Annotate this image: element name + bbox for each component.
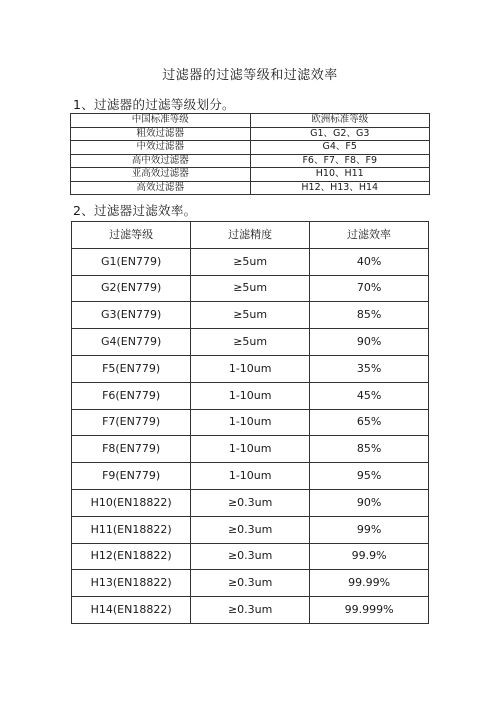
cell-precision: 1-10um <box>191 382 310 409</box>
cell-efficiency: 99% <box>310 516 429 543</box>
cell-grade: F5(EN779) <box>72 355 191 382</box>
cell-china-grade: 高中效过滤器 <box>71 154 251 168</box>
header-china-grade: 中国标准等级 <box>71 114 251 128</box>
cell-grade: F7(EN779) <box>72 409 191 436</box>
cell-precision: ≥5um <box>191 329 310 356</box>
table-row <box>72 355 429 382</box>
cell-efficiency: 85% <box>310 302 429 329</box>
cell-europe-grade: H12、H13、H14 <box>250 181 430 195</box>
table-row <box>72 409 429 436</box>
cell-precision: ≥5um <box>191 302 310 329</box>
table-row <box>71 168 430 182</box>
table-row <box>72 543 429 570</box>
cell-grade: G1(EN779) <box>72 248 191 275</box>
cell-precision: ≥5um <box>191 275 310 302</box>
section-2-heading: 2、过滤器过滤效率。 <box>73 203 197 218</box>
table-row <box>71 181 430 195</box>
cell-precision: ≥0.3um <box>191 489 310 516</box>
cell-europe-grade: G4、F5 <box>250 141 430 155</box>
table-row <box>72 597 429 624</box>
filter-grade-table <box>70 113 430 195</box>
cell-efficiency: 85% <box>310 436 429 463</box>
cell-efficiency: 40% <box>310 248 429 275</box>
table-row <box>71 154 430 168</box>
cell-precision: ≥0.3um <box>191 597 310 624</box>
cell-efficiency: 65% <box>310 409 429 436</box>
cell-precision: ≥0.3um <box>191 516 310 543</box>
cell-grade: F9(EN779) <box>72 463 191 490</box>
table-header-row <box>72 222 429 249</box>
cell-efficiency: 45% <box>310 382 429 409</box>
cell-china-grade: 粗效过滤器 <box>71 127 251 141</box>
table-row <box>72 436 429 463</box>
table-row <box>72 382 429 409</box>
cell-europe-grade: G1、G2、G3 <box>250 127 430 141</box>
header-filter-grade: 过滤等级 <box>72 222 191 249</box>
cell-efficiency: 90% <box>310 329 429 356</box>
cell-grade: H13(EN18822) <box>72 570 191 597</box>
table-row <box>72 570 429 597</box>
cell-grade: H12(EN18822) <box>72 543 191 570</box>
cell-efficiency: 99.99% <box>310 570 429 597</box>
header-europe-grade: 欧洲标准等级 <box>250 114 430 128</box>
cell-efficiency: 90% <box>310 489 429 516</box>
cell-grade: G4(EN779) <box>72 329 191 356</box>
cell-grade: H14(EN18822) <box>72 597 191 624</box>
cell-precision: 1-10um <box>191 355 310 382</box>
section-1-heading: 1、过滤器的过滤等级划分。 <box>73 97 235 112</box>
cell-efficiency: 95% <box>310 463 429 490</box>
filter-efficiency-table <box>71 221 429 624</box>
cell-efficiency: 70% <box>310 275 429 302</box>
cell-grade: H11(EN18822) <box>72 516 191 543</box>
table-row <box>72 489 429 516</box>
cell-precision: 1-10um <box>191 409 310 436</box>
cell-europe-grade: H10、H11 <box>250 168 430 182</box>
cell-grade: F8(EN779) <box>72 436 191 463</box>
cell-grade: G3(EN779) <box>72 302 191 329</box>
cell-china-grade: 中效过滤器 <box>71 141 251 155</box>
cell-precision: ≥0.3um <box>191 543 310 570</box>
table-row <box>72 302 429 329</box>
table-row <box>71 127 430 141</box>
cell-precision: ≥5um <box>191 248 310 275</box>
cell-grade: G2(EN779) <box>72 275 191 302</box>
cell-grade: H10(EN18822) <box>72 489 191 516</box>
cell-precision: 1-10um <box>191 463 310 490</box>
table-header-row <box>71 114 430 128</box>
table-row <box>72 516 429 543</box>
table-row <box>72 463 429 490</box>
cell-europe-grade: F6、F7、F8、F9 <box>250 154 430 168</box>
cell-china-grade: 亚高效过滤器 <box>71 168 251 182</box>
table-row <box>71 141 430 155</box>
table-row <box>72 329 429 356</box>
cell-china-grade: 高效过滤器 <box>71 181 251 195</box>
cell-precision: ≥0.3um <box>191 570 310 597</box>
page-title: 过滤器的过滤等级和过滤效率 <box>162 68 338 83</box>
header-filter-precision: 过滤精度 <box>191 222 310 249</box>
cell-precision: 1-10um <box>191 436 310 463</box>
table-row <box>72 248 429 275</box>
cell-efficiency: 35% <box>310 355 429 382</box>
cell-efficiency: 99.999% <box>310 597 429 624</box>
table-row <box>72 275 429 302</box>
header-filter-efficiency: 过滤效率 <box>310 222 429 249</box>
cell-efficiency: 99.9% <box>310 543 429 570</box>
cell-grade: F6(EN779) <box>72 382 191 409</box>
